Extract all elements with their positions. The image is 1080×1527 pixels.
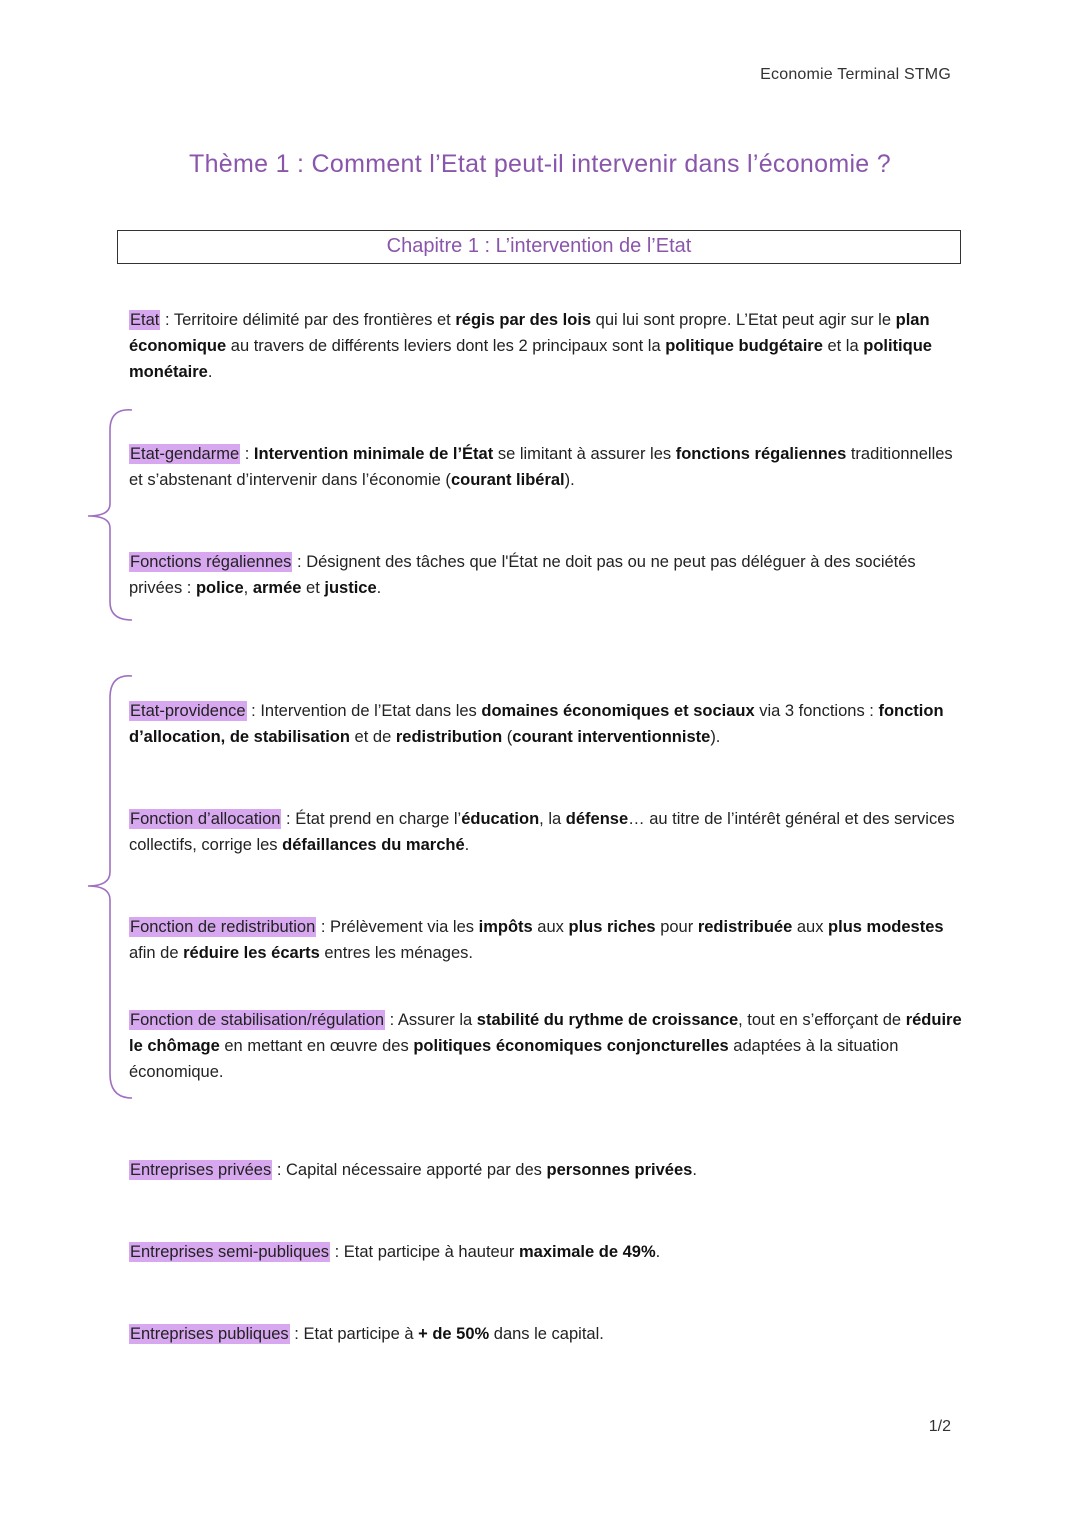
definition-etat-gendarme: Etat-gendarme : Intervention minimale de l’État se limitant à assurer les fonctions régaliennes traditionnelles et s’abstenant d’intervenir dans l’économie (courant libéral).: [129, 445, 953, 489]
definition-fonctions-regaliennes: Fonctions régaliennes : Désignent des tâches que l'État ne doit pas ou ne peut pas déléguer à des sociétés privées : police, armée et justice.: [129, 553, 916, 597]
term-fonction-redistribution: Fonction de redistribution: [130, 918, 316, 936]
term-etat-gendarme: Etat-gendarme: [130, 445, 240, 463]
chapter-title: Chapitre 1 : L’intervention de l’Etat: [386, 235, 692, 257]
term-etat: Etat: [130, 311, 160, 329]
term-etat-providence: Etat-providence: [130, 702, 246, 720]
theme-title: Thème 1 : Comment l’Etat peut-il intervenir dans l’économie ?: [189, 150, 891, 178]
definition-fonction-redistribution: Fonction de redistribution : Prélèvement via les impôts aux plus riches pour redistribuée aux plus modestes afin de réduire les écarts entres les ménages.: [129, 918, 944, 962]
term-entreprises-semi-publiques: Entreprises semi-publiques: [130, 1243, 330, 1261]
chapter-box: [117, 230, 961, 264]
definition-etat: Etat : Territoire délimité par des frontières et régis par des lois qui lui sont propre. L’Etat peut agir sur le plan économique au travers de différents leviers dont les 2 principaux sont la politique budgétaire et la politique monétaire.: [129, 311, 932, 381]
term-entreprises-publiques: Entreprises publiques: [130, 1325, 289, 1343]
definition-entreprises-publiques: Entreprises publiques : Etat participe à + de 50% dans le capital.: [130, 1325, 604, 1343]
term-entreprises-privees: Entreprises privées: [130, 1161, 272, 1179]
term-fonctions-regaliennes: Fonctions régaliennes: [130, 553, 292, 571]
definition-entreprises-privees: Entreprises privées : Capital nécessaire apporté par des personnes privées.: [130, 1161, 697, 1179]
page-number: 1/2: [928, 1418, 951, 1435]
header-course: Economie Terminal STMG: [760, 66, 951, 83]
definition-fonction-stabilisation: Fonction de stabilisation/régulation : Assurer la stabilité du rythme de croissance, tout en s’efforçant de réduire le chômage en mettant en œuvre des politiques économiques conjoncturelles adaptées à la situation économique.: [129, 1011, 962, 1081]
term-fonction-allocation: Fonction d’allocation: [130, 810, 281, 828]
term-fonction-stabilisation: Fonction de stabilisation/régulation: [130, 1011, 385, 1029]
definition-fonction-allocation: Fonction d’allocation : État prend en charge l’éducation, la défense… au titre de l’intérêt général et des services collectifs, corrige les défaillances du marché.: [129, 810, 955, 854]
definition-entreprises-semi-publiques: Entreprises semi-publiques : Etat participe à hauteur maximale de 49%.: [130, 1243, 661, 1261]
definition-etat-providence: Etat-providence : Intervention de l’Etat dans les domaines économiques et sociaux via 3 fonctions : fonction d’allocation, de stabilisation et de redistribution (courant interventionniste).: [129, 702, 944, 746]
